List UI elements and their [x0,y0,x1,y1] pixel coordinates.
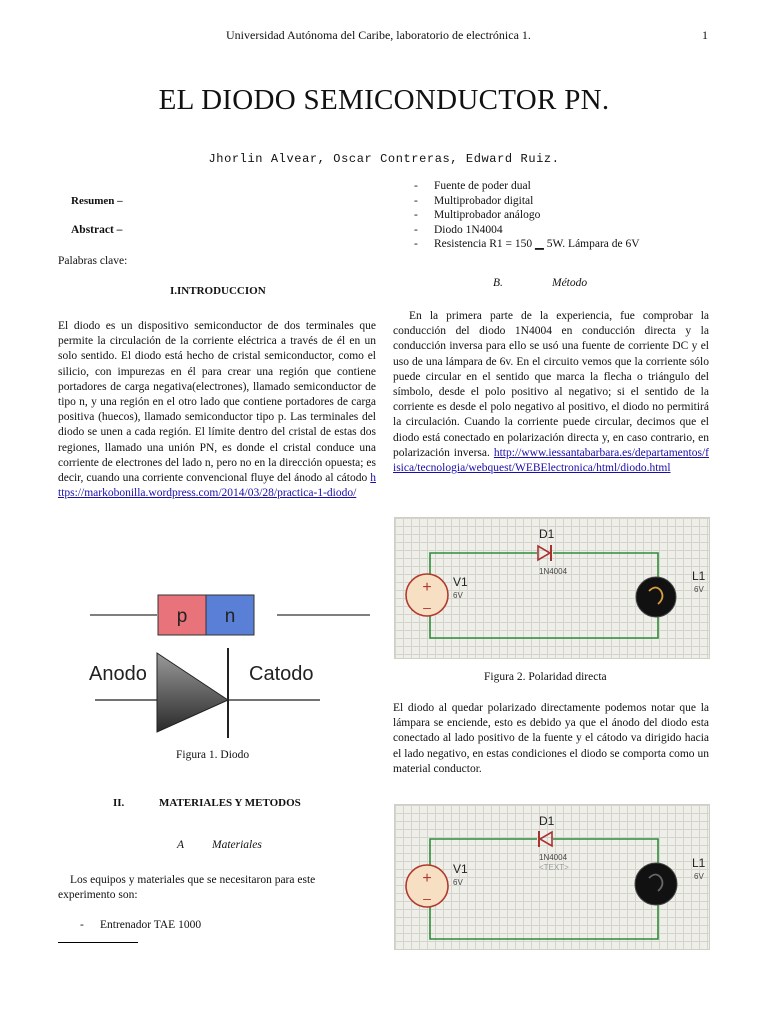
abstract-label: Abstract – [71,224,123,236]
section-heading-introduccion: I.INTRODUCCION [170,285,266,297]
forward-bias-schematic [395,518,709,658]
lamp-ref: L1 [692,569,706,583]
section-2-number: II. [113,797,125,809]
diode-triangle [157,653,228,732]
section-2-title: MATERIALES Y METODOS [159,797,301,809]
wire-top-right [553,839,658,863]
reverse-bias-schematic [395,805,709,949]
list-item-text: Multiprobador análogo [434,209,541,221]
source-ref: V1 [453,862,468,876]
wire-bottom [430,612,658,638]
paper-title: EL DIODO SEMICONDUCTOR PN. [158,84,610,116]
diode-ref: D1 [539,814,555,828]
list-item [410,223,640,238]
figure-1-caption: Figura 1. Diodo [176,749,250,761]
list-item-text: Diodo 1N4004 [434,223,503,236]
list-item [410,208,640,223]
lamp-value: 6V [694,872,704,881]
materials-item-text: Entrenador TAE 1000 [100,919,202,931]
diode-symbol-forward [538,546,550,560]
list-item [410,237,640,252]
materials-list-item [76,918,201,933]
diode-symbol-reverse [540,832,552,846]
diode-part: 1N4004 [539,567,568,576]
list-dash: - [414,209,418,221]
method-text: En la primera parte de la experiencia, fue comprobar la conducción del diodo 1N4004 en conducción directa y la conducción inversa para ello se usó una fuente de corriente DC y el uso de una lámpara de 6v. En el circuito vemos que la corriente sólo puede circular en el sentido que marca la flecha o triángulo del símbolo, desde el polo positivo al negativo; si el sentido de la corriente es desde el polo negativo al positivo, el diodo no permitirá la circulación. Cuando la corriente puede circular, decimos que el diodo está conectado en polarización directa y, en caso contrario, en polarización inversa. [393,310,709,459]
subsection-b-title: Método [552,277,588,289]
author-list: Jhorlin Alvear, Oscar Contreras, Edward Ruiz. [208,152,560,166]
source-value: 6V [453,591,463,600]
wire-bottom [430,905,658,939]
introduction-text: El diodo es un dispositivo semiconductor de dos terminales que permite la circulación de la corriente eléctrica a través de él en un solo sentido. El diodo está hecho de cristal semiconductor, como el silicio, con impurezas en él para crear una región que contiene portadores de carga negativa(electrones), llamado semiconductor de tipo n, y una región en el otro lado que contiene portadores de carga positiva (huecos), llamado semiconductor tipo p. Las terminales del diodo se unen a cada región. El límite dentro del cristal de estas dos regiones, llamado una unión PN, es donde el cristal conduce una corriente de electrones del lado n, pero no en la dirección opuesta; es decir, cuando una corriente convencional fluye del ánodo al cátodo [58,320,376,485]
lamp-ref: L1 [692,856,706,870]
figure-3-circuit [394,804,710,950]
p-label: p [176,606,188,627]
figure-2-circuit [394,517,710,659]
method-paragraph [393,309,709,476]
figure-2-caption: Figura 2. Polaridad directa [484,671,607,683]
list-dash: - [414,194,418,207]
lamp-symbol [635,863,677,905]
list-item [410,179,640,194]
forward-bias-paragraph: El diodo al quedar polarizado directamente podemos notar que la lámpara se enciende, esto es debido ya que el ánodo del diodo esta conectado al lado positivo de la fuente y el cátodo va dirigido hacia el lado negativo, en estas condiciones el diodo se comporta como un material conductor. [393,702,709,775]
introduction-reference-link[interactable]: https://markobonilla.wordpress.com/2014/03/28/practica-1-diodo/ [58,472,376,500]
keywords-label: Palabras clave: [58,255,128,267]
list-dash: - [414,238,418,250]
wire-top-right [553,553,658,583]
lamp-value: 6V [694,585,704,594]
introduction-paragraph [58,319,376,501]
source-minus: – [423,890,431,906]
list-item [410,194,640,209]
list-item-text: Resistencia R1 = 150 ▁ 5W. Lámpara de 6V [434,238,640,250]
footnote-rule [58,942,138,943]
source-plus: + [422,870,432,887]
subsection-a-title: Materiales [212,839,262,851]
wire-top-left [430,839,537,867]
source-minus: – [423,599,431,615]
diode-part: 1N4004 [539,853,568,862]
diode-illustration [85,590,375,740]
materials-intro: Los equipos y materiales que se necesitaron para este experimento son: [58,874,316,902]
diode-text-placeholder: <TEXT> [539,863,569,872]
subsection-a-number: A [177,839,185,851]
subsection-b-number: B. [493,277,503,289]
running-header: Universidad Autónoma del Caribe, laboratorio de electrónica 1. [226,28,531,42]
anode-label: Anodo [89,663,147,685]
page-number: 1 [702,28,708,42]
n-label: n [224,606,236,627]
method-reference-link[interactable]: http://www.iessantabarbara.es/departamentos/fisica/tecnologia/webquest/WEBElectronica/html/diodo.html [393,446,709,475]
list-dash: - [80,919,84,931]
lamp-symbol [636,577,676,617]
list-item-text: Fuente de poder dual [434,180,531,192]
resumen-label: Resumen – [71,195,123,207]
list-item-text: Multiprobador digital [434,194,534,207]
figure-1-diode [85,590,375,740]
list-dash: - [414,180,418,192]
source-plus: + [422,579,432,596]
source-value: 6V [453,878,463,887]
cathode-label: Catodo [249,663,314,685]
diode-ref: D1 [539,527,555,541]
source-ref: V1 [453,575,468,589]
list-dash: - [414,223,418,236]
materials-list-continued [410,179,640,252]
